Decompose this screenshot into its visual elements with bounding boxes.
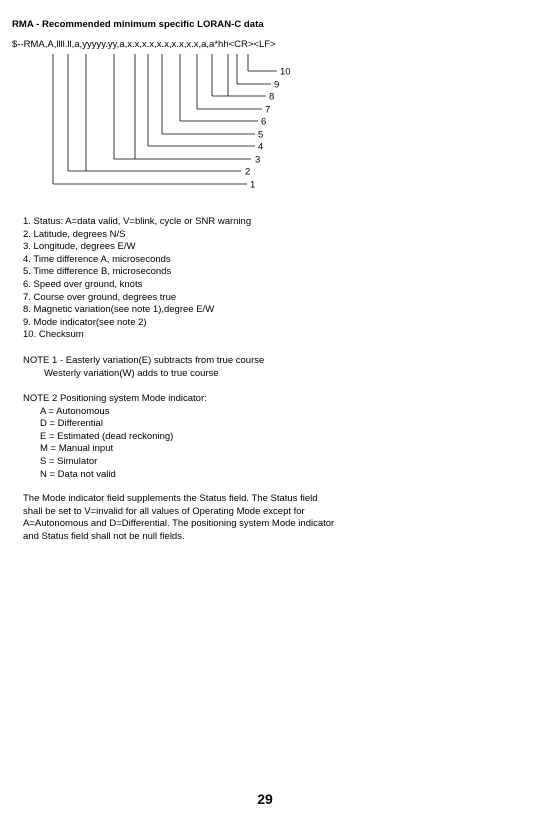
- page-number: 29: [257, 791, 273, 807]
- paragraph-line: and Status field shall not be null fields.: [23, 530, 185, 542]
- mode-item: S = Simulator: [40, 455, 98, 467]
- note-1-line-2: Westerly variation(W) adds to true course: [44, 367, 219, 379]
- field-label-5: 5: [258, 129, 264, 141]
- list-item: 6. Speed over ground, knots: [23, 278, 143, 290]
- list-item: 5. Time difference B, microseconds: [23, 266, 172, 278]
- field-label-8: 8: [269, 91, 275, 103]
- mode-item: A = Autonomous: [40, 405, 110, 417]
- note-2: [23, 393, 207, 481]
- field-label-7: 7: [265, 104, 271, 116]
- list-item: 1. Status: A=data valid, V=blink, cycle or SNR warning: [23, 216, 252, 227]
- note-1: [23, 355, 264, 380]
- field-label-3: 3: [255, 154, 261, 166]
- note-2-heading: NOTE 2 Positioning system Mode indicator:: [23, 393, 207, 404]
- field-label-10: 10: [280, 66, 291, 78]
- list-item: 9. Mode indicator(see note 2): [23, 316, 147, 328]
- field-callout-diagram: [0, 0, 545, 200]
- list-item: 4. Time difference A, microseconds: [23, 253, 171, 265]
- page-title: RMA - Recommended minimum specific LORAN-C data: [12, 19, 264, 30]
- field-label-4: 4: [258, 141, 264, 153]
- list-item: 3. Longitude, degrees E/W: [23, 241, 136, 253]
- field-list: [23, 216, 251, 342]
- list-item: 8. Magnetic variation(see note 1),degree E/W: [23, 304, 215, 316]
- field-label-2: 2: [245, 166, 251, 178]
- note-1-line-1: NOTE 1 - Easterly variation(E) subtracts from true course: [23, 355, 265, 366]
- mode-item: N = Data not valid: [40, 468, 116, 480]
- field-label-1: 1: [250, 179, 256, 191]
- list-item: 2. Latitude, degrees N/S: [23, 228, 126, 240]
- field-label-9: 9: [274, 79, 280, 91]
- field-label-6: 6: [261, 116, 267, 128]
- sentence-format: $--RMA,A,llll.ll,a,yyyyy.yy,a,x.x,x.x,x.x,x.x,x.x,a,a*hh<CR><LF>: [12, 39, 276, 50]
- mode-item: E = Estimated (dead reckoning): [40, 430, 174, 442]
- mode-item: M = Manual input: [40, 443, 114, 455]
- list-item: 10. Checksum: [23, 329, 84, 341]
- paragraph-line: The Mode indicator field supplements the Status field. The Status field: [23, 493, 318, 504]
- mode-item: D = Differential: [40, 418, 103, 430]
- paragraph-line: A=Autonomous and D=Differential. The positioning system Mode indicator: [23, 518, 335, 530]
- mode-list: [23, 406, 207, 482]
- mode-indicator-paragraph: [23, 493, 383, 543]
- paragraph-line: shall be set to V=invalid for all values of Operating Mode except for: [23, 505, 305, 517]
- list-item: 7. Course over ground, degrees true: [23, 291, 177, 303]
